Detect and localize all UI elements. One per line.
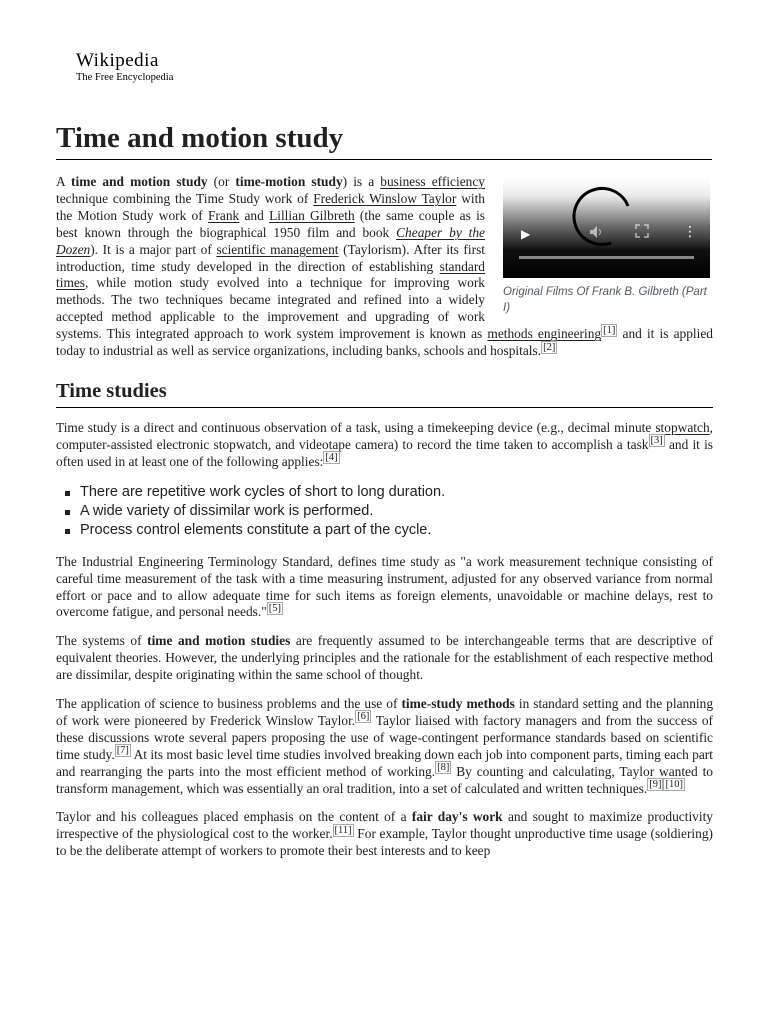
- video-caption: Original Films Of Frank B. Gilbreth (Part I): [503, 286, 707, 314]
- play-icon[interactable]: ▶: [521, 227, 531, 241]
- citation-7[interactable]: [7]: [116, 745, 129, 757]
- list-item: There are repetitive work cycles of short to long duration.: [80, 483, 713, 502]
- citation-10[interactable]: [10]: [665, 779, 683, 791]
- citation-4[interactable]: [4]: [325, 452, 338, 464]
- link-methods-engineering[interactable]: methods engineering: [487, 326, 602, 342]
- list-item: Process control elements constitute a part of the cycle.: [80, 521, 713, 540]
- citation-6[interactable]: [6]: [357, 711, 370, 723]
- application-paragraph: The application of science to business problems and the use of time-study methods in standard setting and the planning of work were pioneered by Frederick Winslow Taylor. [6] Taylor liaised with factory managers and from the success of these discussions wrote several papers proposing the use of wage-contingent performance standards based on scientific time study. [7] At its most basic level time studies involved breaking down each job into component parts, timing each part and rearranging the parts into the most efficient method of working. [8] By counting and calculating, Taylor wanted to transform management, which was essentially an oral tradition, into a set of calculated and written techniques. [9] [10]: [56, 696, 714, 796]
- citation-3[interactable]: [3]: [650, 435, 663, 447]
- list-item: A wide variety of dissimilar work is performed.: [80, 502, 713, 521]
- citation-1[interactable]: [1]: [603, 324, 616, 336]
- article-body: [56, 174, 713, 872]
- video-progress-track[interactable]: [519, 256, 694, 259]
- section-heading-time-studies: Time studies: [56, 378, 713, 408]
- volume-icon[interactable]: [589, 225, 603, 239]
- link-standard-times[interactable]: standard times: [56, 258, 485, 291]
- terminology-standard-paragraph: The Industrial Engineering Terminology Standard, defines time study as "a work measurement technique consisting of careful time measurement of the task with a time measuring instrument, adjusted for any observed variance from normal effort or pace and to allow adequate time for such items as foreign elements, unavoidable or machine delays, rest to overcome fatigue, and personal needs." [5]: [56, 553, 713, 620]
- link-frederick-winslow-taylor[interactable]: Frederick Winslow Taylor: [313, 190, 457, 206]
- logo-tagline: The Free Encyclopedia: [76, 72, 174, 83]
- systems-paragraph: The systems of time and motion studies are frequently assumed to be interchangeable terms that are descriptive of equivalent theories. However, the underlying principles and the rationale for the establishment of each respective method are dissimilar, despite originating within the same school of thought.: [56, 633, 713, 683]
- link-scientific-management[interactable]: scientific management: [216, 241, 339, 257]
- link-stopwatch[interactable]: stopwatch: [655, 419, 710, 435]
- video-player[interactable]: [503, 178, 710, 278]
- link-business-efficiency[interactable]: business efficiency: [380, 174, 486, 189]
- citation-8[interactable]: [8]: [437, 762, 450, 774]
- fullscreen-icon[interactable]: [635, 224, 649, 238]
- time-study-paragraph: Time study is a direct and continuous observation of a task, using a timekeeping device (e.g., decimal minute stopwatch, computer-assisted electronic stopwatch, and videotape camera) to record the time taken to accomplish a task [3] and it is often used in at least one of the following applies: [4]: [56, 419, 714, 469]
- link-cheaper-by-the-dozen[interactable]: Cheaper by the Dozen: [56, 224, 486, 257]
- link-frank[interactable]: Frank: [207, 207, 240, 223]
- more-options-icon[interactable]: ⋮: [683, 224, 697, 240]
- citation-5[interactable]: [5]: [268, 602, 281, 614]
- link-lillian-gilbreth[interactable]: Lillian Gilbreth: [269, 207, 355, 223]
- intro-paragraph: A time and motion study (or time-motion study) is a business efficiency technique combining the Time Study work of Frederick Winslow Taylor with the Motion Study work of Frank and Lillian Gilbreth (the same couple as is best known through the biographical 1950 film and book Cheaper by the Dozen). It is a major part of scientific management (Taylorism). After its first introduction, time study developed in the direction of establishing standard times, while motion study evolved into a technique for improving work methods. The two techniques became integrated and refined into a widely accepted method applicable to the improvement and upgrading of work systems. This integrated approach to work system improvement is known as methods engineering [1] and it is applied today to industrial as well as service organizations, including banks, schools and hospitals. [2]: [56, 174, 714, 359]
- citation-2[interactable]: [2]: [543, 341, 556, 353]
- wikipedia-logo[interactable]: [76, 51, 216, 83]
- video-figure: [503, 178, 713, 316]
- page-title: Time and motion study: [56, 120, 712, 160]
- citation-9[interactable]: [9]: [649, 779, 662, 791]
- applies-list: [56, 483, 713, 540]
- logo-wordmark: Wikipedia: [76, 50, 159, 71]
- taylor-paragraph: Taylor and his colleagues placed emphasis on the content of a fair day's work and sought to maximize productivity irrespective of the physiological cost to the worker. [11] For example, Taylor thought unproductive time usage (soldiering) to be the deliberate attempt of workers to promote their best interests and to keep: [56, 809, 714, 859]
- citation-11[interactable]: [11]: [334, 824, 352, 836]
